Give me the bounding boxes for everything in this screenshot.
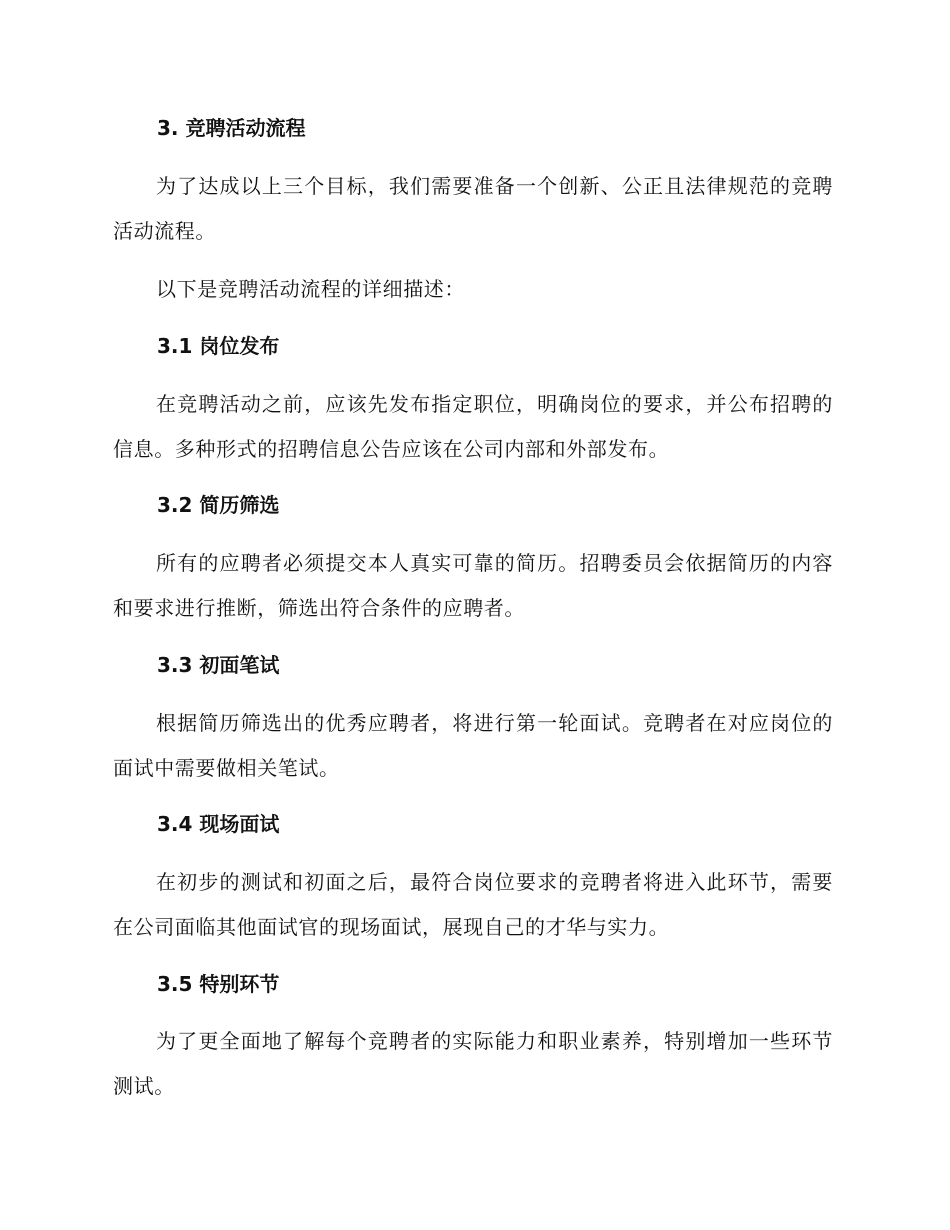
section-3-2-paragraph: 所有的应聘者必须提交本人真实可靠的简历。招聘委员会依据简历的内容和要求进行推断，筛选出符合条件的应聘者。 [113, 551, 833, 620]
section-3-paragraph-2: 以下是竞聘活动流程的详细描述： [156, 277, 465, 301]
section-3-1-paragraph: 在竞聘活动之前，应该先发布指定职位，明确岗位的要求，并公布招聘的信息。多种形式的招聘信息公告应该在公司内部和外部发布。 [113, 392, 833, 461]
section-heading-3-2: 3.2 简历筛选 [157, 493, 280, 517]
section-heading-3-5: 3.5 特别环节 [157, 972, 280, 996]
section-3-4-paragraph: 在初步的测试和初面之后，最符合岗位要求的竞聘者将进入此环节，需要在公司面临其他面试官的现场面试，展现自己的才华与实力。 [113, 870, 833, 939]
section-heading-3-1: 3.1 岗位发布 [157, 334, 280, 358]
section-heading-3-3: 3.3 初面笔试 [157, 653, 280, 677]
section-3-5-paragraph: 为了更全面地了解每个竞聘者的实际能力和职业素养，特别增加一些环节测试。 [113, 1029, 833, 1098]
section-heading-3: 3. 竞聘活动流程 [157, 116, 306, 140]
section-3-paragraph-1: 为了达成以上三个目标，我们需要准备一个创新、公正且法律规范的竞聘活动流程。 [113, 174, 833, 243]
section-3-3-paragraph: 根据简历筛选出的优秀应聘者，将进行第一轮面试。竞聘者在对应岗位的面试中需要做相关笔试。 [113, 711, 833, 780]
section-heading-3-4: 3.4 现场面试 [157, 812, 280, 836]
